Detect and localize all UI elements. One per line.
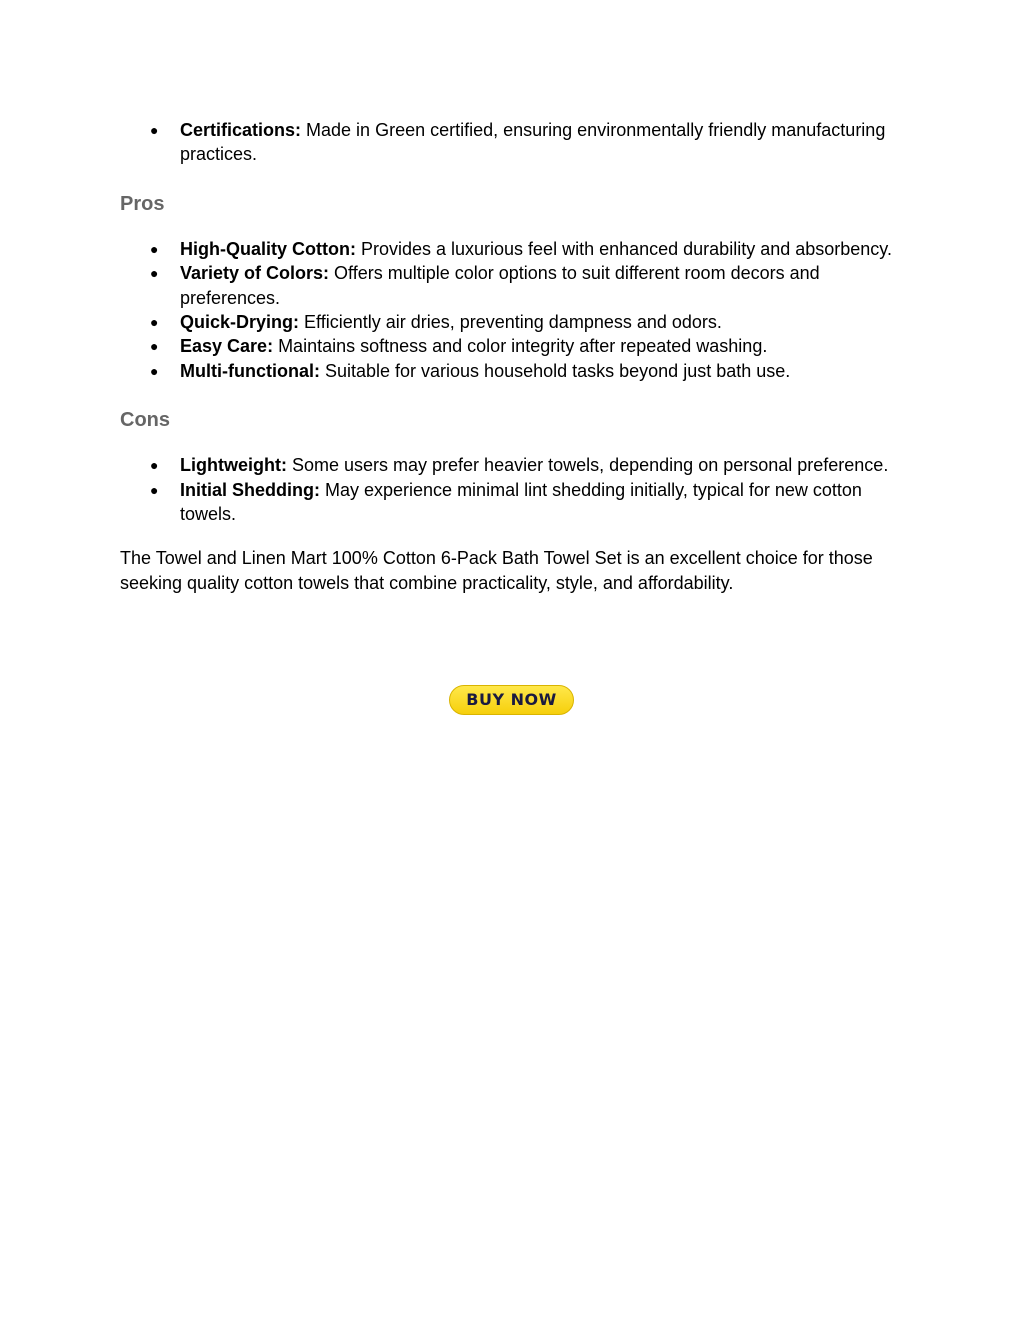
bullet-icon: ● [150,481,159,498]
bullet-icon: ● [150,122,159,138]
item-term: Variety of Colors: [180,263,330,284]
item-text: Efficiently air dries, preventing dampness and odors. [299,312,722,333]
item-term: Initial Shedding: [180,479,320,500]
list-item [120,478,910,527]
list-item [120,118,910,167]
bullet-icon: ● [150,265,159,282]
list-item [120,453,910,477]
pros-list [120,237,910,383]
list-item [120,310,910,334]
cons-heading: Cons [120,409,170,432]
buy-now-container [449,685,574,715]
document-page [120,118,910,595]
item-term: High-Quality Cotton: [180,238,356,259]
item-text: Made in Green certified, ensuring environmentally friendly manufacturing practices. [180,120,886,165]
item-term: Easy Care: [180,336,274,357]
item-text: Provides a luxurious feel with enhanced durability and absorbency. [355,238,892,259]
item-text: May experience minimal lint shedding initially, typical for new cotton towels. [180,479,862,525]
item-text: Maintains softness and color integrity after repeated washing. [273,336,768,357]
bullet-icon: ● [150,338,159,355]
list-item [120,261,910,310]
closing-paragraph: The Towel and Linen Mart 100% Cotton 6-Pack Bath Towel Set is an excellent choice for those seeking quality cotton towels that combine practicality, style, and affordability. [120,548,873,593]
list-item [120,359,910,383]
list-item [120,237,910,261]
certifications-list [120,118,910,167]
bullet-icon: ● [150,314,159,331]
cons-list [120,453,910,526]
buy-now-button[interactable]: BUY NOW [449,685,574,715]
item-term: Quick-Drying: [180,312,300,333]
item-text: Some users may prefer heavier towels, depending on personal preference. [286,455,889,476]
item-text: Offers multiple color options to suit different room decors and preferences. [180,263,820,308]
item-term: Lightweight: [180,455,287,476]
list-item [120,334,910,358]
item-text: Suitable for various household tasks beyond just bath use. [319,360,791,381]
pros-heading: Pros [120,192,165,215]
item-term: Multi-functional: [180,360,320,381]
item-term: Certifications: [180,120,302,140]
bullet-icon: ● [150,457,159,474]
bullet-icon: ● [150,240,159,257]
bullet-icon: ● [150,362,159,379]
